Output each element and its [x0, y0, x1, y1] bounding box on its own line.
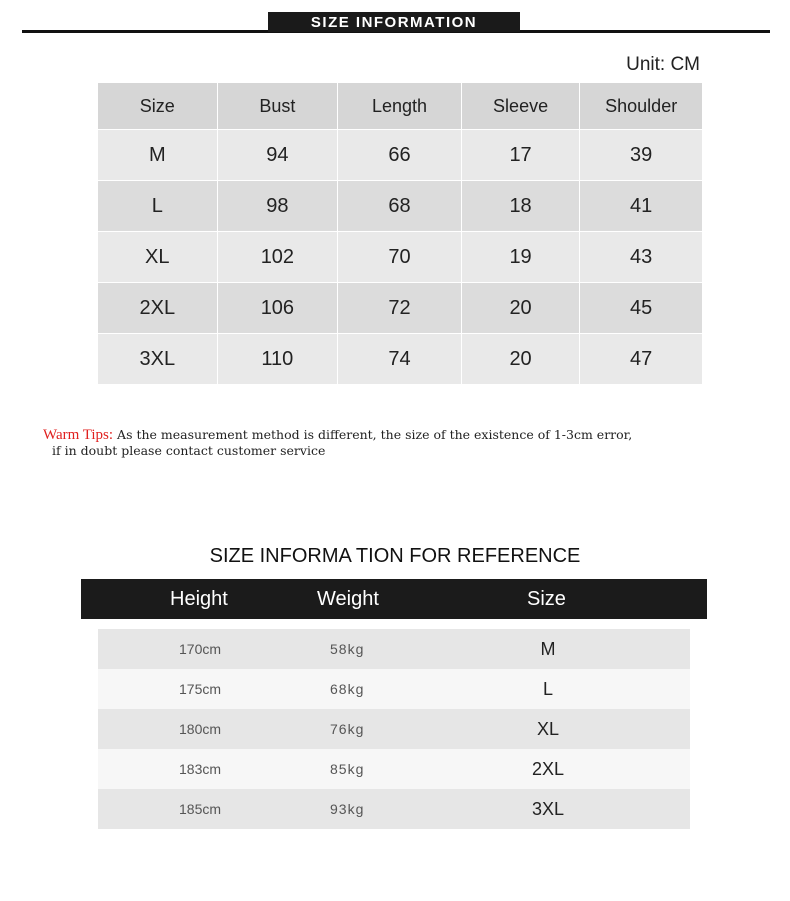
- table-row: [98, 130, 702, 180]
- table-cell: 41: [580, 181, 702, 231]
- table-cell: 47: [580, 334, 702, 384]
- height-cell: 183cm: [179, 761, 222, 777]
- size-cell: XL: [536, 719, 560, 739]
- table-cell: 39: [580, 130, 702, 180]
- table-cell: 19: [462, 232, 580, 282]
- table-cell: M: [98, 130, 217, 180]
- size-cell: 2XL: [531, 759, 565, 779]
- warm-tips-label: Warm Tips:: [43, 427, 114, 443]
- table-cell: 2XL: [98, 283, 217, 333]
- table-row: [98, 232, 702, 282]
- table-row: [98, 283, 702, 333]
- section-title: SIZE INFORMATION: [268, 12, 520, 32]
- table-cell: 94: [218, 130, 338, 180]
- reference-column-header: Weight: [317, 588, 379, 610]
- unit-label: Unit: CM: [626, 54, 700, 75]
- table-cell: 68: [338, 181, 461, 231]
- table-cell: 102: [218, 232, 338, 282]
- table-cell: 20: [462, 283, 580, 333]
- reference-column-header: Height: [170, 588, 228, 610]
- size-cell: L: [542, 679, 553, 699]
- reference-row: [98, 709, 690, 749]
- size-cell: 3XL: [531, 799, 565, 819]
- reference-row: [98, 789, 690, 829]
- table-cell: 106: [218, 283, 338, 333]
- table-cell: 66: [338, 130, 461, 180]
- height-cell: 185cm: [179, 801, 222, 817]
- height-cell: 170cm: [179, 641, 222, 657]
- table-cell: 98: [218, 181, 338, 231]
- warm-tips-text-line2: if in doubt please contact customer service: [52, 443, 326, 458]
- table-cell: 43: [580, 232, 702, 282]
- table-row: [98, 334, 702, 384]
- reference-title: SIZE INFORMA TION FOR REFERENCE: [209, 545, 581, 567]
- column-header: Bust: [218, 83, 338, 129]
- table-cell: 74: [338, 334, 461, 384]
- table-cell: L: [98, 181, 217, 231]
- height-cell: 175cm: [179, 681, 222, 697]
- table-cell: 17: [462, 130, 580, 180]
- weight-cell: 76kg: [330, 721, 365, 737]
- table-cell: XL: [98, 232, 217, 282]
- reference-header: [81, 579, 707, 619]
- table-row: [98, 181, 702, 231]
- weight-cell: 85kg: [330, 761, 365, 777]
- column-header: Size: [98, 83, 217, 129]
- size-cell: M: [540, 639, 556, 659]
- reference-row: [98, 629, 690, 669]
- warm-tips: [43, 427, 788, 459]
- table-cell: 45: [580, 283, 702, 333]
- table-cell: 18: [462, 181, 580, 231]
- table-cell: 72: [338, 283, 461, 333]
- weight-cell: 93kg: [330, 801, 365, 817]
- table-cell: 20: [462, 334, 580, 384]
- weight-cell: 68kg: [330, 681, 365, 697]
- column-header: Shoulder: [580, 83, 702, 129]
- table-cell: 3XL: [98, 334, 217, 384]
- size-table: [97, 82, 703, 385]
- reference-column-header: Size: [527, 588, 566, 610]
- height-cell: 180cm: [179, 721, 222, 737]
- table-cell: 70: [338, 232, 461, 282]
- table-header-row: [98, 83, 702, 129]
- reference-row: [98, 669, 690, 709]
- weight-cell: 58kg: [330, 641, 365, 657]
- column-header: Sleeve: [462, 83, 580, 129]
- reference-table: [98, 629, 690, 829]
- column-header: Length: [338, 83, 461, 129]
- warm-tips-text: As the measurement method is different, the size of the existence of 1-3cm error,: [113, 427, 633, 442]
- table-cell: 110: [218, 334, 338, 384]
- reference-row: [98, 749, 690, 789]
